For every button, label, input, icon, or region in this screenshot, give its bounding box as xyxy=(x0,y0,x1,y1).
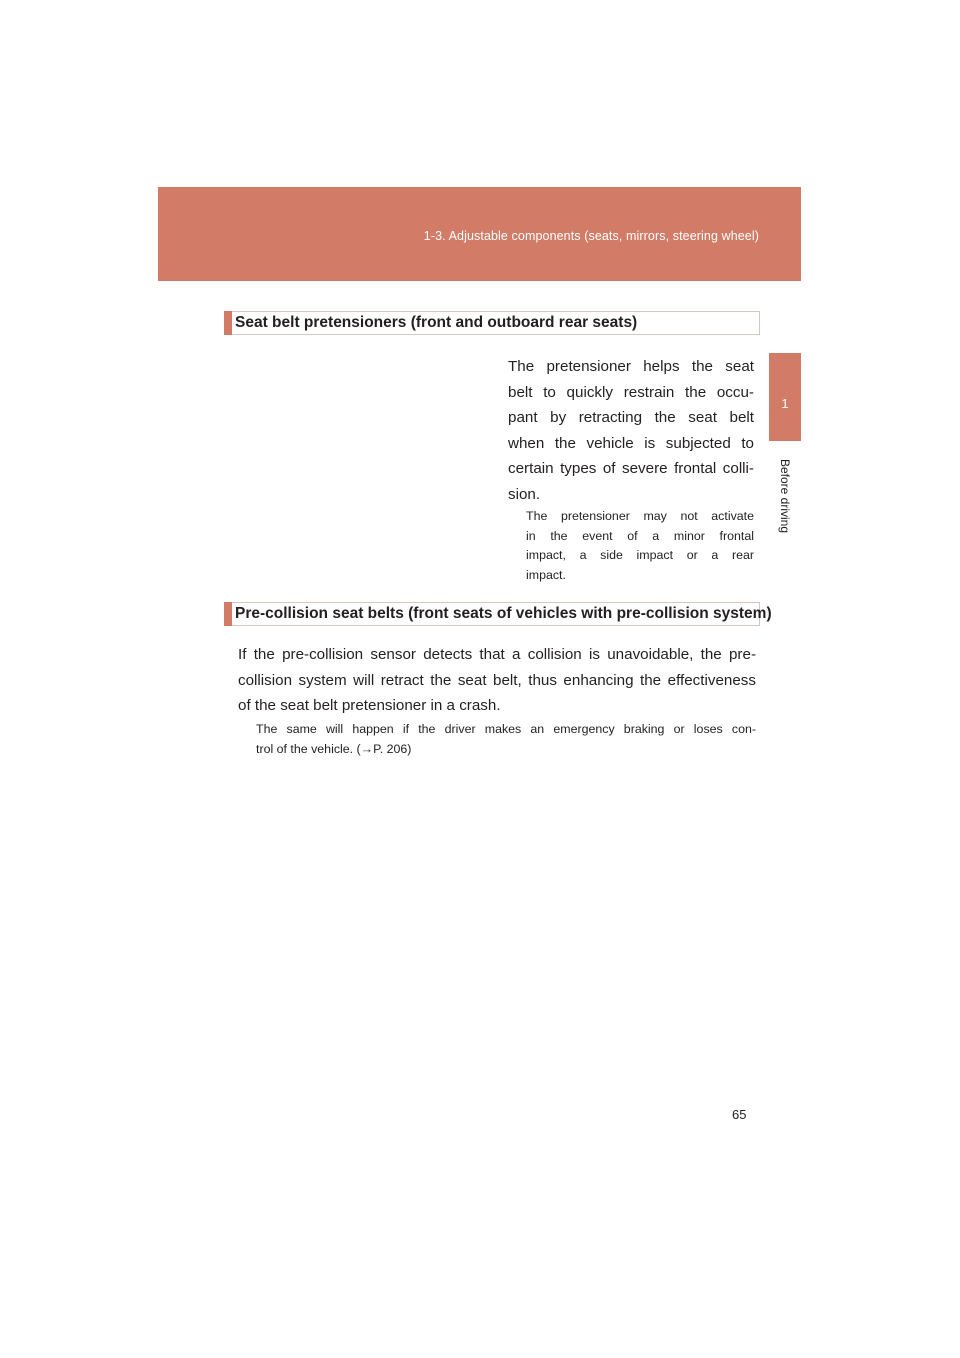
note-line: in the event of a minor frontal xyxy=(526,528,754,543)
note-line: The same will happen if the driver makes an emergency braking or loses con- xyxy=(256,722,756,736)
chapter-tab xyxy=(769,353,801,441)
chapter-header-band xyxy=(158,187,801,281)
section-title: Seat belt pretensioners (front and outboard rear seats) xyxy=(235,314,638,331)
section-breadcrumb: 1-3. Adjustable components (seats, mirrors, steering wheel) xyxy=(423,229,759,243)
note-line: impact, a side impact or a rear xyxy=(526,548,754,562)
text-line: collision system will retract the seat belt, thus enhancing the effectiveness xyxy=(238,671,756,689)
text-line: belt to quickly restrain the occu- xyxy=(508,383,754,401)
note-line: The pretensioner may not activate xyxy=(526,509,754,523)
heading-accent-bar xyxy=(224,602,232,626)
text-line: The pretensioner helps the seat xyxy=(508,358,754,375)
text-line: sion. xyxy=(508,485,541,503)
note-line: impact. xyxy=(526,567,566,582)
text-line: of the seat belt pretensioner in a crash. xyxy=(238,697,501,714)
chapter-label: Before driving xyxy=(778,458,792,534)
pretensioner-description xyxy=(508,354,754,507)
heading-accent-bar xyxy=(224,311,232,335)
chapter-number: 1 xyxy=(781,396,789,411)
section-title: Pre-collision seat belts (front seats of vehicles with pre-collision system) xyxy=(235,605,772,622)
note-line: trol of the vehicle. (→P. 206) xyxy=(256,742,412,756)
text-line: certain types of severe frontal colli- xyxy=(508,460,754,477)
text-line: pant by retracting the seat belt xyxy=(508,409,754,426)
text-line: when the vehicle is subjected to xyxy=(508,434,754,452)
section-heading-pre-collision xyxy=(224,602,772,626)
pre-collision-description xyxy=(238,642,756,719)
section-heading-pretensioners xyxy=(224,311,760,335)
pretensioner-note xyxy=(526,507,754,585)
page-number: 65 xyxy=(732,1107,747,1122)
text-line: If the pre-collision sensor detects that a collision is unavoidable, the pre- xyxy=(238,646,756,663)
pre-collision-note xyxy=(256,719,756,759)
